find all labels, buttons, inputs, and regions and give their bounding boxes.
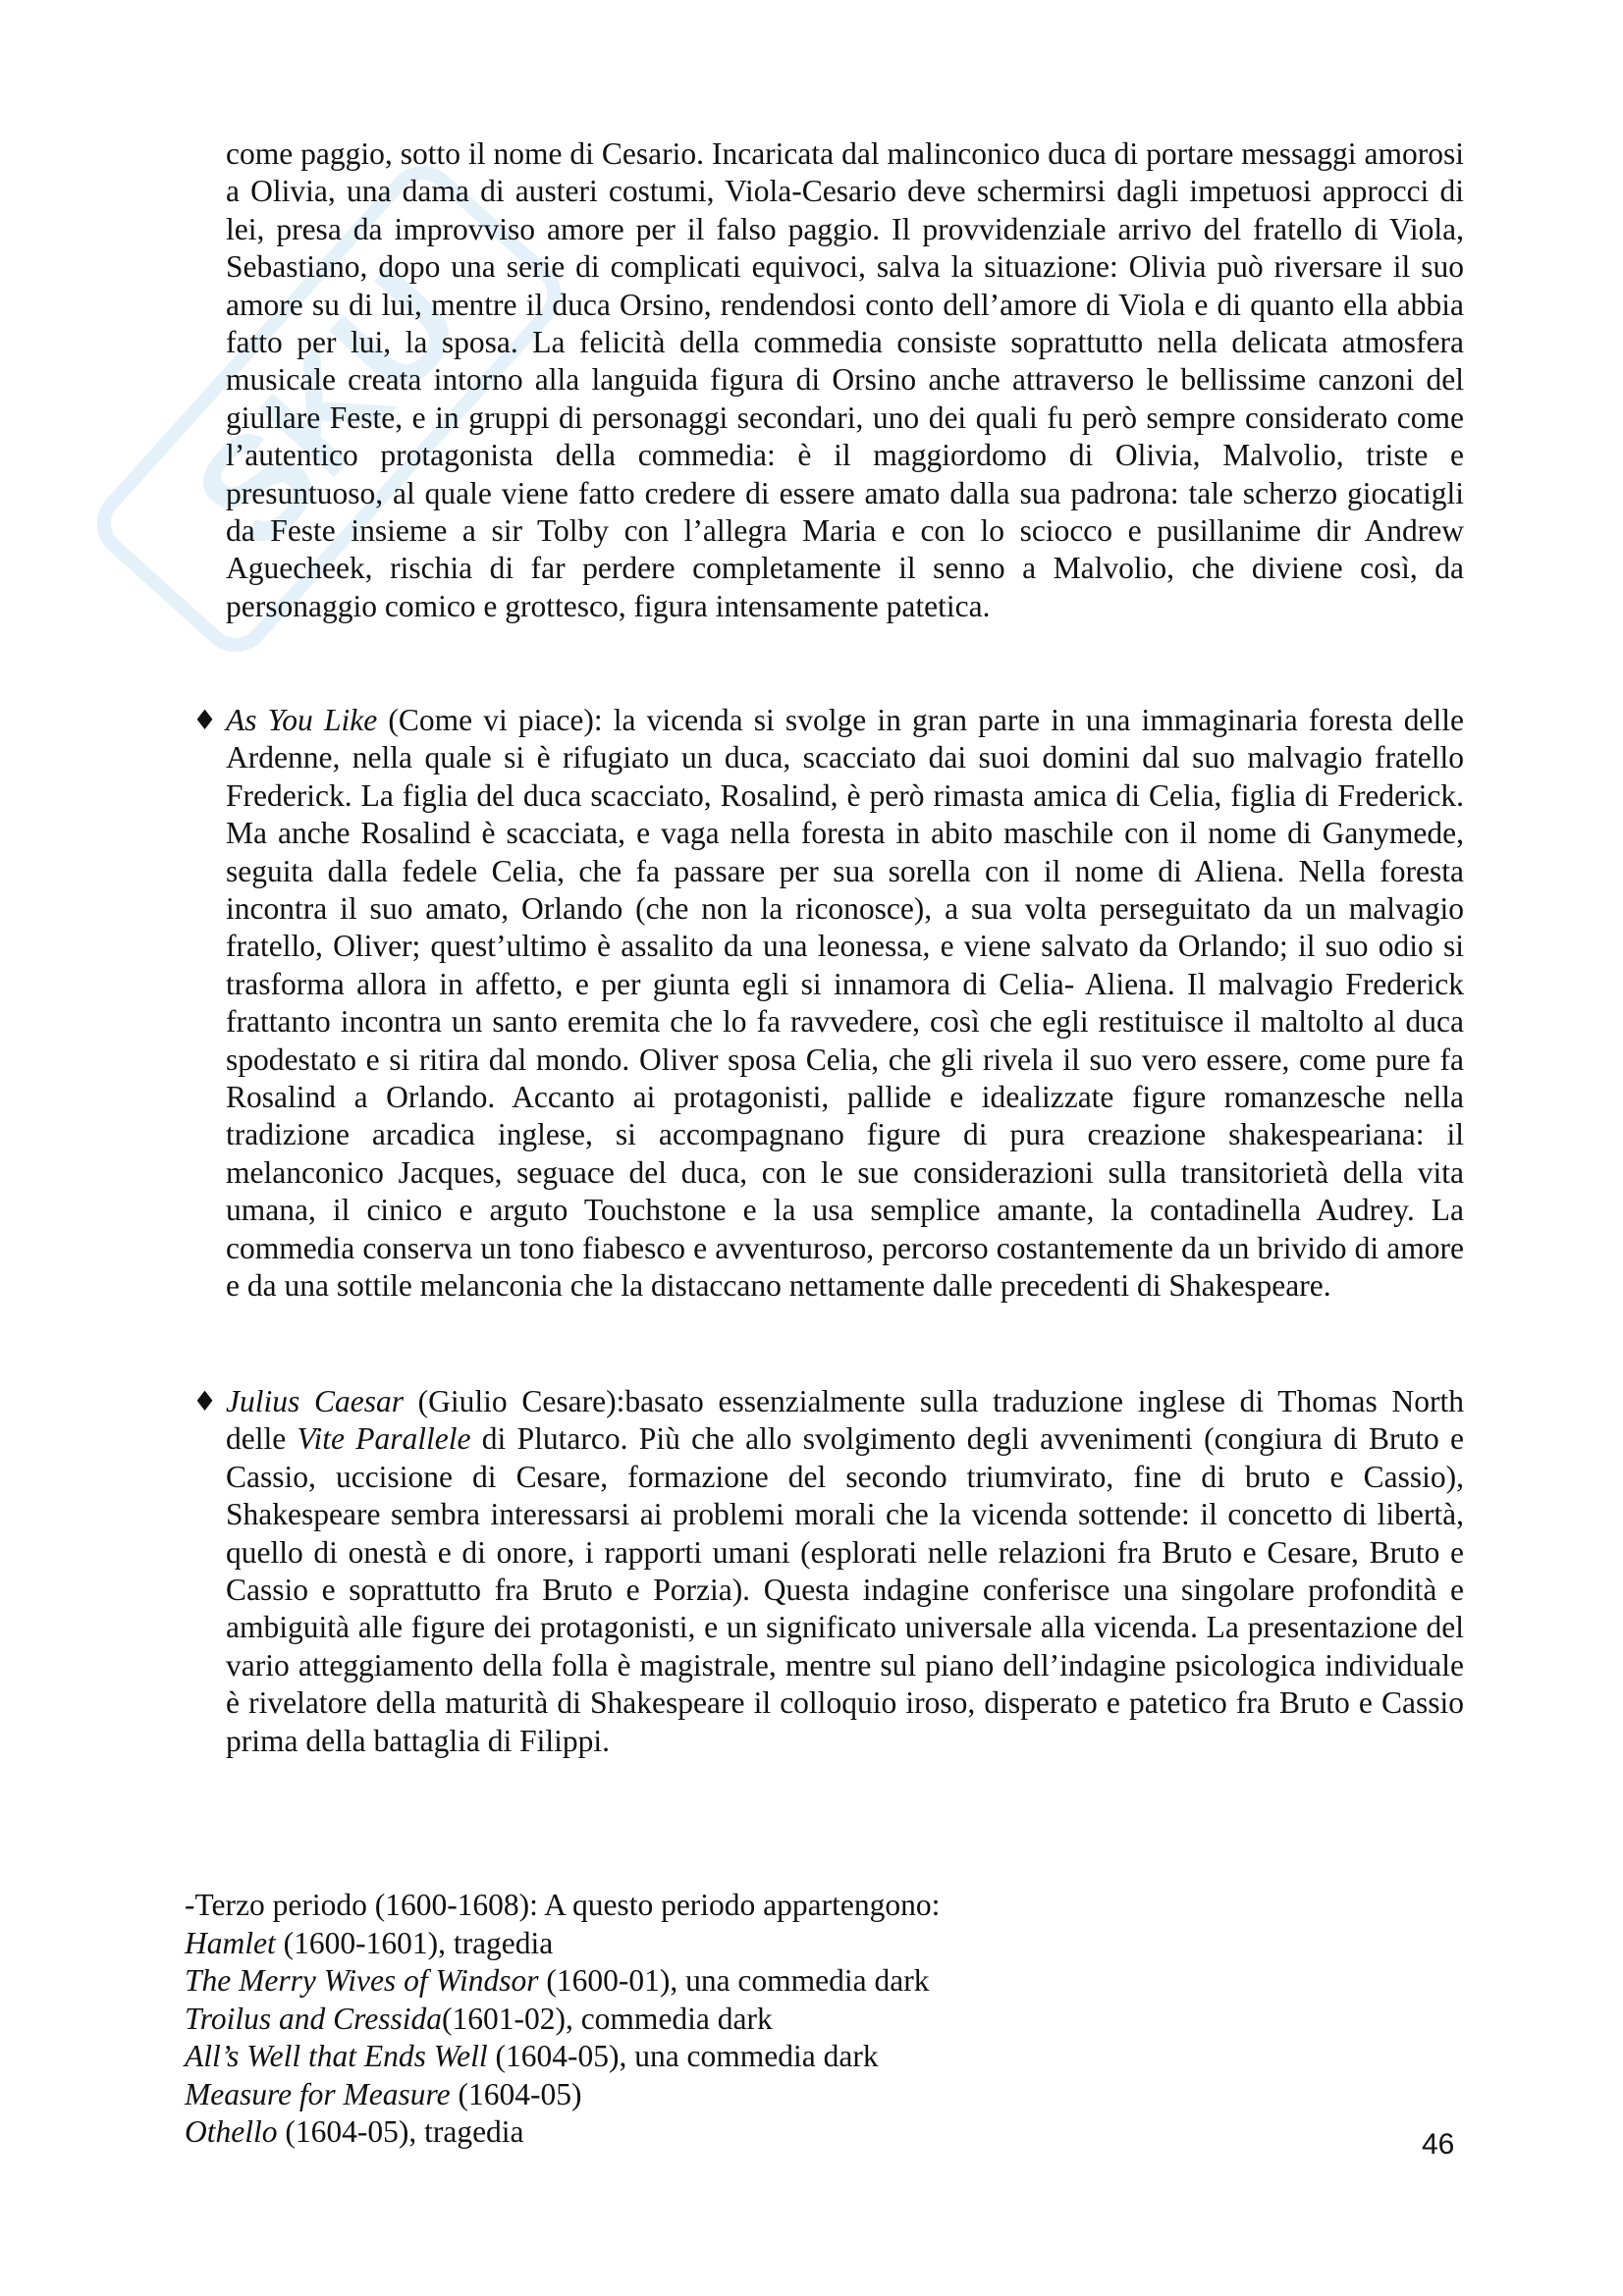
as-you-like-title: As You Like bbox=[226, 703, 378, 737]
list-item: Measure for Measure (1604-05) bbox=[185, 2076, 582, 2111]
list-item: Troilus and Cressida(1601-02), commedia dark bbox=[185, 2001, 773, 2036]
diamond-bullet-icon: ♦ bbox=[192, 1385, 218, 1417]
third-period-list bbox=[185, 1887, 940, 2152]
list-item: Othello (1604-05), tragedia bbox=[185, 2114, 524, 2149]
svg-text:SKU: SKU bbox=[162, 237, 494, 579]
page-number: 46 bbox=[1422, 2128, 1455, 2161]
list-item-julius-caesar bbox=[192, 1383, 1464, 1760]
list-item: All’s Well that Ends Well (1604-05), una commedia dark bbox=[185, 2039, 879, 2073]
list-item: The Merry Wives of Windsor (1600-01), una commedia dark bbox=[185, 1963, 930, 1998]
list-item-as-you-like bbox=[192, 702, 1464, 1306]
julius-caesar-text: Julius Caesar (Giulio Cesare):basato essenzialmente sulla traduzione inglese di Thomas North delle Vite Parallele di Plutarco. Più che allo svolgimento degli avvenimenti (congiura di Bruto e Cassio, uccisione di Cesare, formazione del secondo triumvirato, fine di bruto e Cassio), Shakespeare sembra interessarsi ai problemi morali che la vicenda sottende: il concetto di libertà, quello di onestà e di onore, i rapporti umani (esplorati nelle relazioni fra Bruto e Cesare, Bruto e Cassio e soprattutto fra Bruto e Porzia). Questa indagine conferisce una singolare profondità e ambiguità alle figure dei protagonisti, e un significato universale alla vicenda. La presentazione del vario atteggiamento della folla è magistrale, mentre sul piano dell’indagine psicologica individuale è rivelatore della maturità di Shakespeare il colloquio iroso, disperato e patetico fra Bruto e Cassio prima della battaglia di Filippi. bbox=[226, 1384, 1465, 1758]
intro-paragraph: come paggio, sotto il nome di Cesario. Incaricata dal malinconico duca di portare messaggi amorosi a Olivia, una dama di austeri costumi, Viola-Cesario deve schermirsi dagli impetuosi approcci di lei, presa da improvviso amore per il falso paggio. Il provvidenziale arrivo del fratello di Viola, Sebastiano, dopo una serie di complicati equivoci, salva la situazione: Olivia può riversare il suo amore su di lui, mentre il duca Orsino, rendendosi conto dell’amore di Viola e di quanto ella abbia fatto per lui, la sposa. La felicità della commedia consiste soprattutto nella delicata atmosfera musicale creata intorno alla languida figura di Orsino anche attraverso le bellissime canzoni del giullare Feste, e in gruppi di personaggi secondari, uno dei quali fu però sempre considerato come l’autentico protagonista della commedia: è il maggiordomo di Olivia, Malvolio, triste e presuntuoso, al quale viene fatto credere di essere amato dalla sua padrona: tale scherzo giocatigli da Feste insieme a sir Tolby con l’allegra Maria e con lo sciocco e pusillanime dir Andrew Aguecheek, rischia di far perdere completamente il senno a Malvolio, che diviene così, da personaggio comico e grottesco, figura intensamente patetica. bbox=[226, 136, 1464, 623]
vite-parallele-title: Vite Parallele bbox=[297, 1421, 471, 1457]
third-period-heading: -Terzo periodo (1600-1608): A questo periodo appartengono: bbox=[185, 1888, 941, 1922]
diamond-bullet-icon: ♦ bbox=[192, 704, 218, 736]
list-item: Hamlet (1600-1601), tragedia bbox=[185, 1925, 554, 1960]
julius-caesar-title: Julius Caesar bbox=[226, 1384, 404, 1418]
as-you-like-text: As You Like (Come vi piace): la vicenda si svolge in gran parte in una immaginaria foresta delle Ardenne, nella quale si è rifugiato un duca, scacciato dai suoi domini dal suo malvagio fratello Frederick. La figlia del duca scacciato, Rosalind, è però rimasta amica di Celia, figlia di Frederick. Ma anche Rosalind è scacciata, e vaga nella foresta in abito maschile con il nome di Ganymede, seguita dalla fedele Celia, che fa passare per sua sorella con il nome di Aliena. Nella foresta incontra il suo amato, Orlando (che non la riconosce), a sua volta perseguitato da un malvagio fratello, Oliver; quest’ultimo è assalito da una leonessa, e viene salvato da Orlando; il suo odio si trasforma allora in affetto, e per giunta egli si innamora di Celia- Aliena. Il malvagio Frederick frattanto incontra un santo eremita che lo fa ravvedere, così che egli restituisce il maltolto al duca spodestato e si ritira dal mondo. Oliver sposa Celia, che gli rivela il suo vero essere, come pure fa Rosalind a Orlando. Accanto ai protagonisti, pallide e idealizzate figure romanzesche nella tradizione arcadica inglese, si accompagnano figure di pura creazione shakespeariana: il melanconico Jacques, seguace del duca, con le sue considerazioni sulla transitorietà della vita umana, il cinico e arguto Touchstone e la usa semplice amante, la contadinella Audrey. La commedia conserva un tono fiabesco e avventuroso, percorso costantemente da un brivido di amore e da una sottile melanconia che la distaccano nettamente dalle precedenti di Shakespeare. bbox=[226, 703, 1464, 1304]
